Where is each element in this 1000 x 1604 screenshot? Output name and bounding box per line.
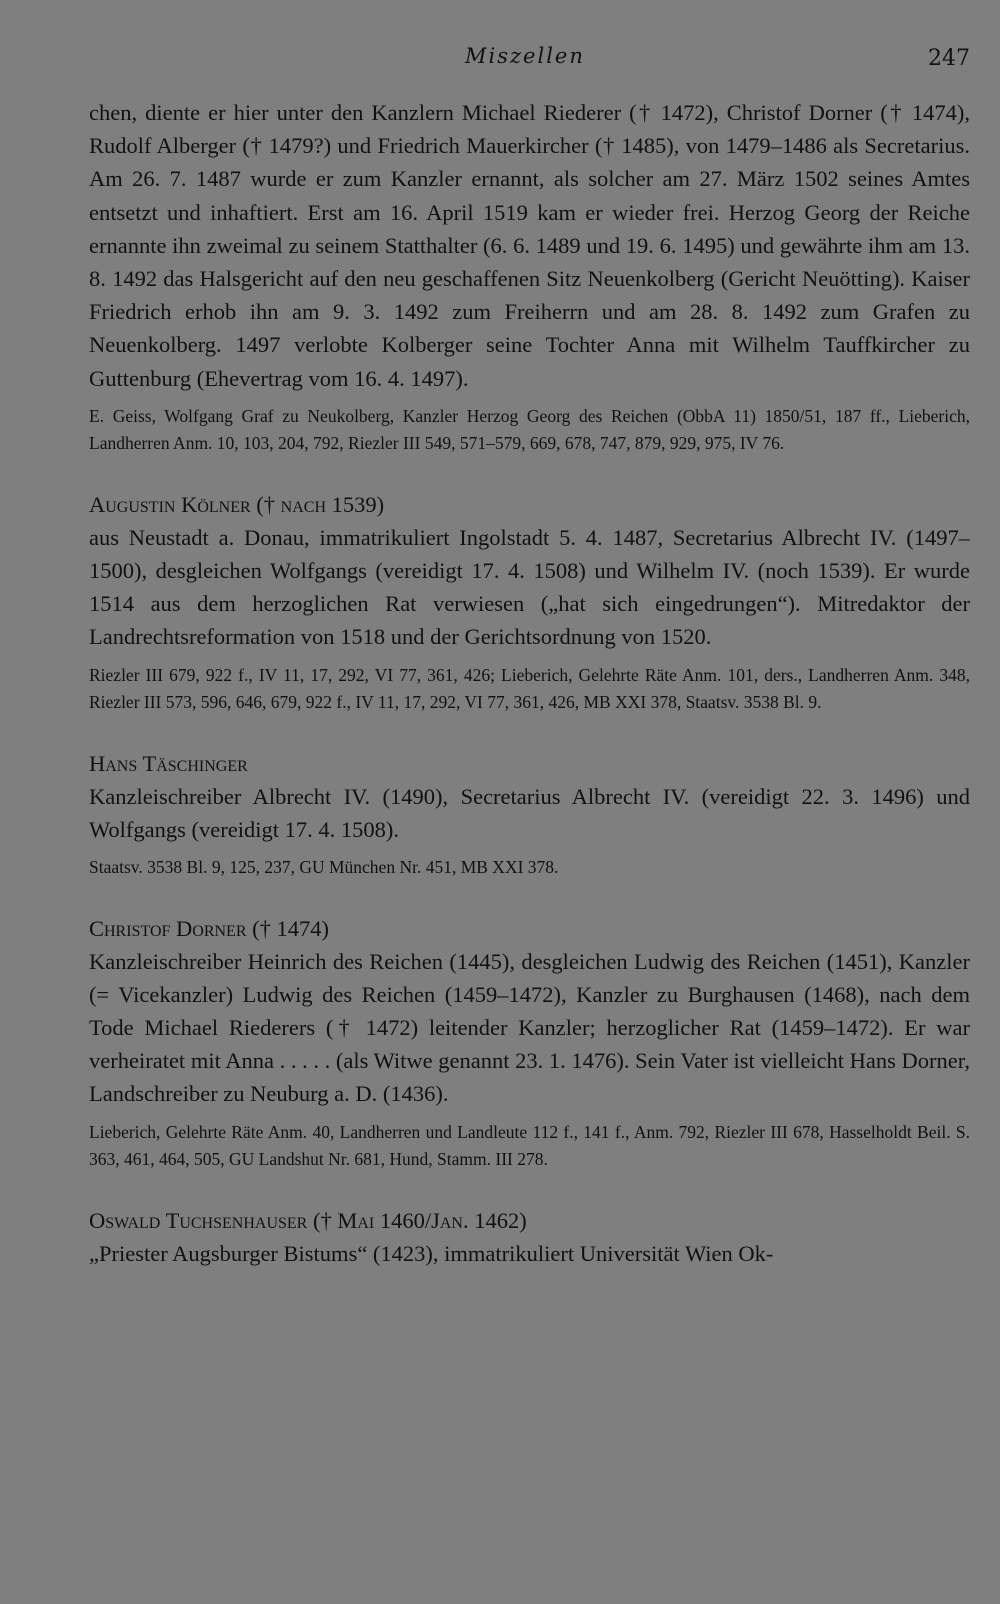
entry-augustin-koelner: [89, 488, 970, 717]
entry-body: Kanzleischreiber Heinrich des Reichen (1445), desgleichen Ludwig des Reichen (1451), Kanzler (= Vicekanzler) Ludwig des Reichen (1459–1472), Kanzler zu Burghausen (1468), nach dem Tode Michael Riederers († 1472) leitender Kanzler; herzoglicher Rat (1459–1472). Er war verheiratet mit Anna . . . . . (als Witwe genannt 23. 1. 1476). Sein Vater ist vielleicht Hans Dorner, Landschreiber zu Neuburg a. D. (1436).: [89, 948, 970, 1107]
intro-paragraph: chen, diente er hier unter den Kanzlern Michael Riederer († 1472), Christof Dorner († 1474), Rudolf Alberger († 1479?) und Friedrich Mauerkircher († 1485), von 1479–1486 als Secretarius. Am 26. 7. 1487 wurde er zum Kanzler ernannt, als solcher am 27. März 1502 seines Amtes entsetzt und inhaftiert. Erst am 16. April 1519 kam er wieder frei. Herzog Georg der Reiche ernannte ihn zweimal zu seinem Statthalter (6. 6. 1489 und 19. 6. 1495) und gewährte ihm am 13. 8. 1492 das Halsgericht auf den neu geschaffenen Sitz Neuenkolberg (Gericht Neuötting). Kaiser Friedrich erhob ihn am 9. 3. 1492 zum Freiherrn und am 28. 8. 1492 zum Grafen zu Neuenkolberg. 1497 verlobte Kolberger seine Tochter Anna mit Wilhelm Tauffkircher zu Guttenburg (Ehevertrag vom 16. 4. 1497).: [89, 100, 970, 391]
entry-heading: Christof Dorner († 1474): [89, 915, 329, 941]
entry-references: Riezler III 679, 922 f., IV 11, 17, 292, VI 77, 361, 426; Lieberich, Gelehrte Räte Anm. 101, ders., Landherren Anm. 348, Riezler III 573, 596, 646, 679, 922 f., IV 11, 17, 292, VI 77, 361, 426, MB XXI 378, Staatsv. 3538 Bl. 9.: [89, 664, 970, 713]
entry-body: „Priester Augsburger Bistums“ (1423), immatrikuliert Universität Wien Ok-: [89, 1240, 774, 1266]
entry-references: Staatsv. 3538 Bl. 9, 125, 237, GU München Nr. 451, MB XXI 378.: [89, 857, 559, 878]
entry-heading: Augustin Kölner († nach 1539): [89, 491, 385, 517]
entry-heading: Oswald Tuchsenhauser († Mai 1460/Jan. 1462): [89, 1207, 527, 1233]
page-content: [89, 96, 970, 1270]
entry-hans-taeschinger: [89, 747, 970, 882]
intro-references: E. Geiss, Wolfgang Graf zu Neukolberg, Kanzler Herzog Georg des Reichen (ObbA 11) 1850/51, 187 ff., Lieberich, Landherren Anm. 10, 103, 204, 792, Riezler III 549, 571–579, 669, 678, 747, 879, 929, 975, IV 76.: [89, 405, 970, 454]
entry-body: Kanzleischreiber Albrecht IV. (1490), Secretarius Albrecht IV. (vereidigt 22. 3. 1496) und Wolfgangs (vereidigt 17. 4. 1508).: [89, 783, 970, 842]
page-number: 247: [928, 46, 970, 71]
entry-body: aus Neustadt a. Donau, immatrikuliert Ingolstadt 5. 4. 1487, Secretarius Albrecht IV. (1497–1500), desgleichen Wolfgangs (vereidigt 17. 4. 1508) und Wilhelm IV. (noch 1539). Er wurde 1514 aus dem herzoglichen Rat verwiesen („hat sich eingedrungen“). Mitredaktor der Landrechtsreformation von 1518 und der Gerichtsordnung von 1520.: [89, 524, 970, 650]
running-title: Miszellen: [465, 44, 585, 68]
entry-oswald-tuchsenhauser: [89, 1204, 970, 1270]
entry-heading: Hans Täschinger: [89, 750, 248, 776]
entry-references: Lieberich, Gelehrte Räte Anm. 40, Landherren und Landleute 112 f., 141 f., Anm. 792, Riezler III 678, Hasselholdt Beil. S. 363, 461, 464, 505, GU Landshut Nr. 681, Hund, Stamm. III 278.: [89, 1121, 970, 1170]
entry-christof-dorner: [89, 912, 970, 1174]
